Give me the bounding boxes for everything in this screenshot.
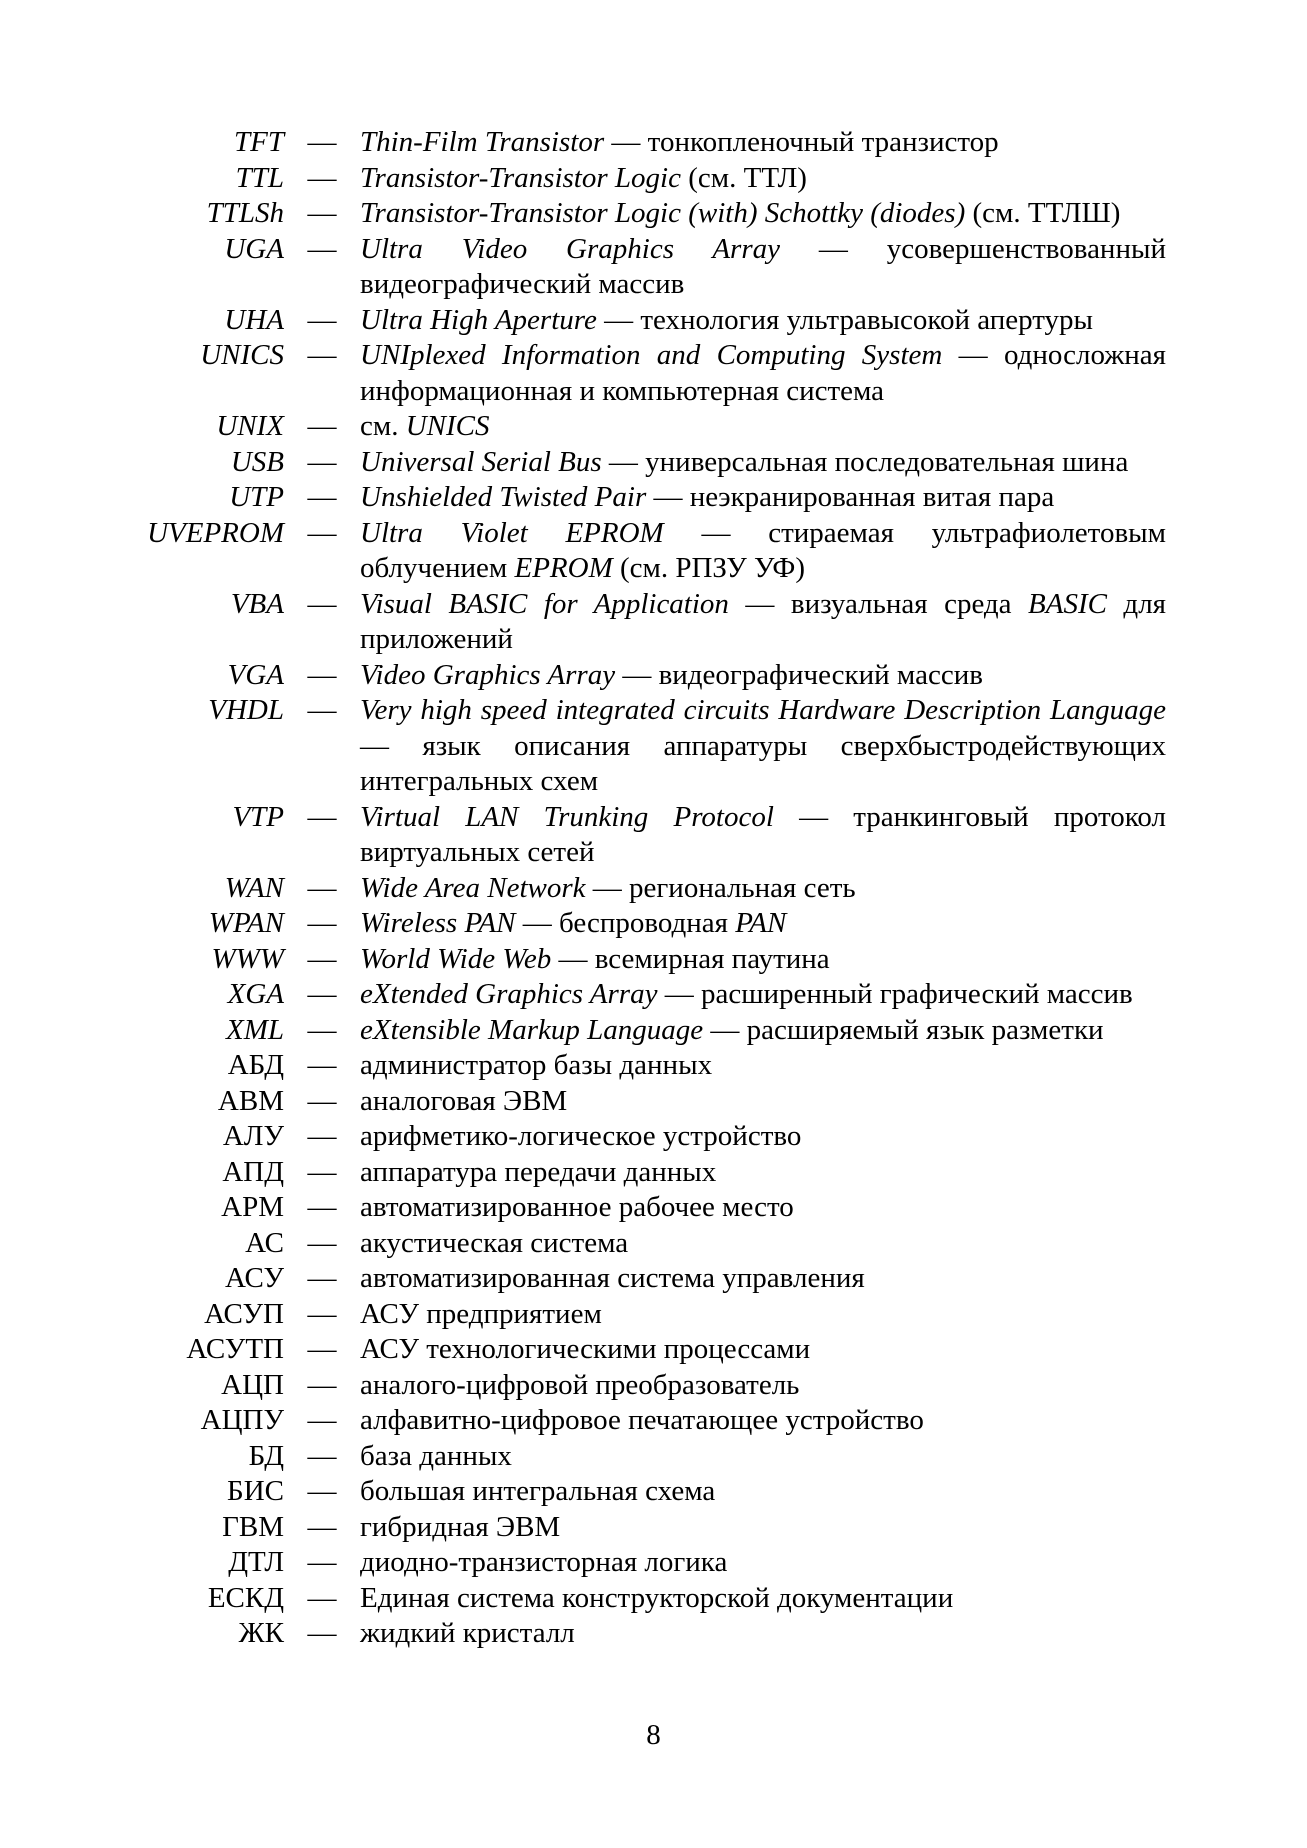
entry-abbreviation: АЦПУ (200, 1404, 284, 1436)
definition-text: (см. ТТЛШ) (965, 197, 1121, 229)
entry-dash: — (307, 197, 337, 229)
entry-dash: — (307, 1297, 337, 1330)
glossary-entry (0, 800, 1307, 871)
entry-dash: — (307, 1581, 337, 1614)
entry-dash: — (307, 1617, 337, 1649)
glossary-entry (0, 1368, 1307, 1404)
entry-dash: — (307, 1226, 337, 1259)
glossary-entry (0, 1581, 1307, 1617)
entry-abbreviation: UVEPROM (147, 516, 284, 549)
entry-abbreviation: АСУП (204, 1297, 284, 1330)
glossary-entry (0, 1155, 1307, 1191)
entry-abbreviation: VBA (230, 587, 284, 620)
glossary-entry (0, 906, 1307, 942)
entry-dash: — (307, 481, 337, 513)
entry-definition (360, 480, 1166, 516)
glossary-entry (0, 871, 1307, 907)
entry-dash: — (307, 126, 337, 158)
glossary-entry (0, 1474, 1307, 1510)
entry-definition (360, 587, 1166, 658)
definition-text: АСУ предприятием (360, 1297, 602, 1330)
glossary-entry (0, 1616, 1307, 1652)
definition-text: для приложений (360, 587, 1167, 655)
entry-abbreviation: АПД (222, 1155, 284, 1188)
definition-term-italic: eXtensible Markup Language (360, 1013, 704, 1046)
glossary-entry (0, 1439, 1307, 1475)
definition-text: автоматизированная система управления (360, 1262, 865, 1294)
entry-definition (360, 125, 1166, 161)
glossary-entry (0, 942, 1307, 978)
entry-dash: — (307, 1155, 337, 1188)
entry-definition (360, 1474, 1166, 1510)
glossary-entry (0, 1084, 1307, 1120)
definition-text: — всемирная паутина (551, 942, 830, 975)
definition-text: — видеографический массив (615, 658, 983, 691)
entry-abbreviation: XGA (227, 978, 284, 1010)
entry-dash: — (307, 303, 337, 336)
definition-term-italic: Video Graphics Array (360, 658, 616, 691)
definition-text: — язык описания аппаратуры сверхбыстродействующих интегральных схем (360, 729, 1166, 797)
glossary-entry (0, 1119, 1307, 1155)
entry-definition (360, 1226, 1166, 1262)
entry-abbreviation: АС (245, 1226, 284, 1259)
definition-text: большая интегральная схема (360, 1475, 716, 1507)
definition-text: см. (360, 410, 406, 442)
glossary-entry (0, 232, 1307, 303)
glossary-entry (0, 1545, 1307, 1581)
glossary-entry (0, 1013, 1307, 1049)
entry-abbreviation: АВМ (217, 1084, 284, 1117)
entry-definition (360, 1616, 1166, 1652)
entry-definition (360, 800, 1166, 871)
entry-abbreviation: WPAN (208, 907, 284, 939)
entry-definition (360, 1545, 1166, 1581)
definition-term-italic: Virtual LAN Trunking Protocol (360, 800, 774, 833)
entry-definition (360, 1048, 1166, 1084)
glossary-entry (0, 658, 1307, 694)
entry-dash: — (307, 1191, 337, 1223)
glossary-entry (0, 409, 1307, 445)
definition-text: Единая система конструкторской документации (360, 1581, 954, 1614)
entry-abbreviation: БИС (227, 1475, 284, 1507)
entry-definition (360, 977, 1166, 1013)
definition-term-italic: BASIC (1028, 587, 1107, 620)
definition-text: — расширяемый язык разметки (703, 1013, 1104, 1046)
entry-abbreviation: ЕСКД (207, 1581, 284, 1614)
entry-definition (360, 1013, 1166, 1049)
definition-term-italic: Ultra Video Graphics Array (360, 232, 780, 265)
definition-text: АСУ технологическими процессами (360, 1333, 811, 1365)
definition-text: акустическая система (360, 1226, 629, 1259)
entry-abbreviation: АБД (227, 1049, 284, 1081)
entry-abbreviation: UGA (224, 232, 284, 265)
entry-abbreviation: TFT (234, 126, 284, 158)
definition-term-italic: Visual BASIC for Application (360, 587, 729, 620)
definition-term-italic: Transistor-Transistor Logic (with) Schottky (diodes) (360, 197, 966, 229)
definition-term-italic: Very high speed integrated circuits Hardware Description Language (360, 694, 1166, 726)
entry-dash: — (307, 942, 337, 975)
definition-term-italic: Wide Area Network (360, 871, 586, 904)
entry-definition (360, 1261, 1166, 1297)
entry-dash: — (307, 1439, 337, 1472)
entry-definition (360, 445, 1166, 481)
entry-definition (360, 1581, 1166, 1617)
entry-abbreviation: АСУТП (186, 1333, 284, 1365)
glossary-entry (0, 338, 1307, 409)
entry-definition (360, 232, 1166, 303)
definition-text: арифметико-логическое устройство (360, 1120, 802, 1152)
entry-abbreviation: XML (226, 1013, 284, 1046)
entry-abbreviation: UHA (224, 303, 284, 336)
definition-text: — односложная информационная и компьютерная система (360, 339, 1166, 407)
definition-term-italic: Thin-Film Transistor (360, 126, 605, 158)
glossary-entry (0, 196, 1307, 232)
page-number: 8 (646, 1719, 661, 1751)
definition-term-italic: Universal Serial Bus (360, 445, 602, 478)
entry-dash: — (307, 587, 337, 620)
entry-dash: — (307, 1084, 337, 1117)
definition-term-italic: UNIplexed Information and Computing System (360, 339, 943, 371)
definition-text: — визуальная среда (728, 587, 1029, 620)
definition-text: база данных (360, 1439, 512, 1472)
glossary-entry (0, 693, 1307, 800)
entry-abbreviation: WAN (224, 871, 284, 904)
entry-dash: — (307, 1368, 337, 1401)
definition-term-italic: Unshielded Twisted Pair (360, 481, 647, 513)
entry-dash: — (307, 800, 337, 833)
glossary-entry (0, 587, 1307, 658)
definition-term-italic: PAN (735, 907, 787, 939)
definition-term-italic: Ultra Violet EPROM (360, 516, 664, 549)
definition-text: гибридная ЭВМ (360, 1510, 561, 1543)
entry-definition (360, 303, 1166, 339)
definition-term-italic: Wireless PAN (360, 907, 516, 939)
entry-definition (360, 871, 1166, 907)
entry-abbreviation: WWW (211, 942, 284, 975)
entry-abbreviation: АЛУ (222, 1120, 284, 1152)
glossary-entry (0, 1510, 1307, 1546)
entry-definition (360, 693, 1166, 800)
definition-text: — тонкопленочный транзистор (604, 126, 999, 158)
definition-text: (см. РПЗУ УФ) (612, 552, 805, 584)
entry-definition (360, 1332, 1166, 1368)
entry-dash: — (307, 871, 337, 904)
definition-text: аппаратура передачи данных (360, 1155, 717, 1188)
entry-dash: — (307, 1546, 337, 1578)
definition-term-italic: Transistor-Transistor Logic (360, 161, 681, 194)
definition-term-italic: EPROM (514, 552, 613, 584)
entry-dash: — (307, 694, 337, 726)
entry-dash: — (307, 161, 337, 194)
definition-text: — стираемая ультрафиолетовым облучением (360, 516, 1166, 584)
entry-definition (360, 906, 1166, 942)
definition-term-italic: UNICS (405, 410, 490, 442)
glossary-entry (0, 1226, 1307, 1262)
entry-abbreviation: ЖК (238, 1617, 284, 1649)
entry-dash: — (307, 658, 337, 691)
entry-definition (360, 658, 1166, 694)
definition-text: (см. ТТЛ) (680, 161, 807, 194)
glossary-entry (0, 1261, 1307, 1297)
entry-definition (360, 196, 1166, 232)
entry-definition (360, 1439, 1166, 1475)
entry-abbreviation: АРМ (221, 1191, 284, 1223)
entry-dash: — (307, 445, 337, 478)
definition-text: — региональная сеть (585, 871, 856, 904)
entry-definition (360, 1297, 1166, 1333)
entry-abbreviation: VTP (232, 800, 284, 833)
definition-text: — технология ультравысокой апертуры (596, 303, 1094, 336)
entry-abbreviation: VHDL (208, 694, 284, 726)
entry-definition (360, 161, 1166, 197)
entry-dash: — (307, 1404, 337, 1436)
entry-definition (360, 1190, 1166, 1226)
definition-text: жидкий кристалл (360, 1617, 575, 1649)
entry-abbreviation: ГВМ (222, 1510, 284, 1543)
entry-abbreviation: АСУ (225, 1262, 284, 1294)
entry-abbreviation: АЦП (221, 1368, 284, 1401)
entry-dash: — (307, 1333, 337, 1365)
definition-term-italic: eXtended Graphics Array (360, 978, 658, 1010)
definition-text: диодно-транзисторная логика (360, 1546, 728, 1578)
definition-text: администратор базы данных (360, 1049, 713, 1081)
definition-text: — неэкранированная витая пара (646, 481, 1055, 513)
entry-abbreviation: TTLSh (206, 197, 284, 229)
glossary-entry (0, 1190, 1307, 1226)
entry-definition (360, 1155, 1166, 1191)
glossary-entry (0, 303, 1307, 339)
entry-abbreviation: UTP (229, 481, 284, 513)
glossary-entry (0, 977, 1307, 1013)
glossary-entry (0, 1048, 1307, 1084)
glossary-entry (0, 161, 1307, 197)
glossary-entry (0, 125, 1307, 161)
entry-definition (360, 1403, 1166, 1439)
definition-term-italic: World Wide Web (360, 942, 552, 975)
definition-text: — универсальная последовательная шина (601, 445, 1129, 478)
definition-text: автоматизированное рабочее место (360, 1191, 794, 1223)
entry-definition (360, 1510, 1166, 1546)
definition-term-italic: Ultra High Aperture (360, 303, 597, 336)
entry-dash: — (307, 410, 337, 442)
glossary-entry (0, 445, 1307, 481)
glossary-entry (0, 480, 1307, 516)
entry-dash: — (307, 1013, 337, 1046)
definition-text: — транкинговый протокол виртуальных сетей (360, 800, 1166, 868)
glossary-entry (0, 1332, 1307, 1368)
entry-dash: — (307, 907, 337, 939)
glossary-entry (0, 1403, 1307, 1439)
entry-definition (360, 942, 1166, 978)
glossary-entry (0, 516, 1307, 587)
definition-text: аналоговая ЭВМ (360, 1084, 568, 1117)
entry-definition (360, 1119, 1166, 1155)
glossary-list (0, 125, 1307, 1652)
entry-abbreviation: VGA (227, 658, 284, 691)
entry-dash: — (307, 1262, 337, 1294)
definition-text: аналого-цифровой преобразователь (360, 1368, 800, 1401)
entry-abbreviation: USB (230, 445, 284, 478)
definition-text: алфавитно-цифровое печатающее устройство (360, 1404, 924, 1436)
entry-abbreviation: БД (248, 1439, 284, 1472)
entry-dash: — (307, 339, 337, 371)
entry-definition (360, 1368, 1166, 1404)
glossary-entry (0, 1297, 1307, 1333)
entry-dash: — (307, 978, 337, 1010)
entry-dash: — (307, 1510, 337, 1543)
definition-text: — расширенный графический массив (657, 978, 1133, 1010)
definition-text: — беспроводная (515, 907, 736, 939)
entry-definition (360, 516, 1166, 587)
definition-text: — усовершенствованный видеографический массив (360, 232, 1166, 300)
entry-abbreviation: TTL (235, 161, 284, 194)
entry-definition (360, 1084, 1166, 1120)
entry-abbreviation: UNICS (200, 339, 284, 371)
entry-definition (360, 338, 1166, 409)
entry-dash: — (307, 232, 337, 265)
entry-dash: — (307, 1049, 337, 1081)
entry-dash: — (307, 516, 337, 549)
entry-abbreviation: UNIX (216, 410, 284, 442)
entry-abbreviation: ДТЛ (228, 1546, 284, 1578)
entry-dash: — (307, 1475, 337, 1507)
entry-dash: — (307, 1120, 337, 1152)
entry-definition (360, 409, 1166, 445)
